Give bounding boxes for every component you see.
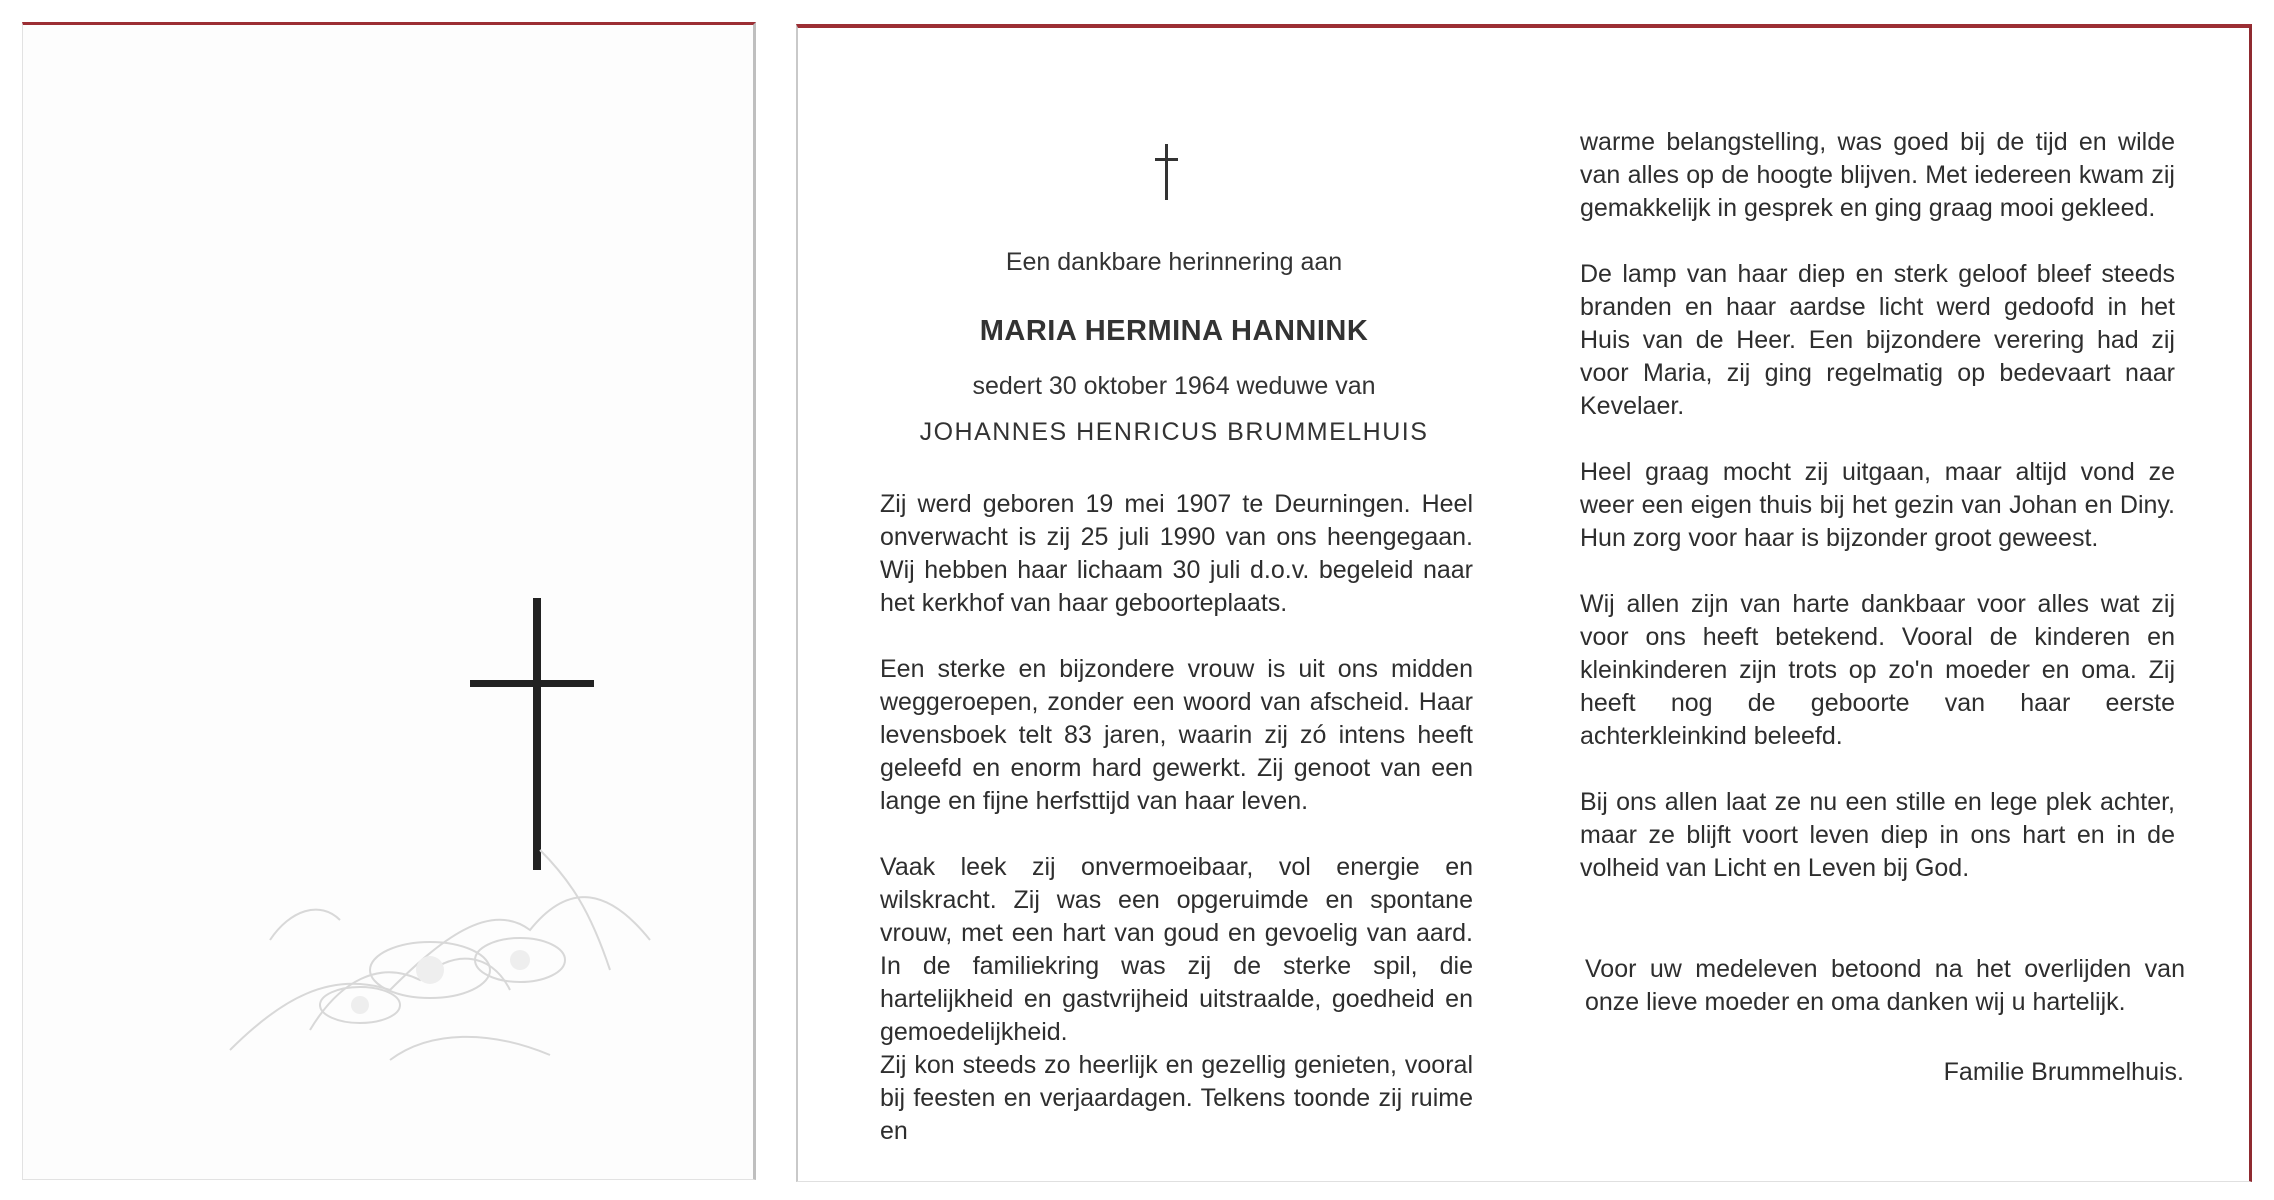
paragraph: Een sterke en bijzondere vrouw is uit ons midden weggeroepen, zonder een woord van afscheid. Haar levensboek telt 83 jaren, waarin zij zó intens heeft geleefd en enorm hard gewerkt. Zij genoot van een lange en fijne herfsttijd van haar leven. (880, 655, 1473, 815)
paragraph: Heel graag mocht zij uitgaan, maar altijd vond ze weer een eigen thuis bij het gezin van Johan en Diny. Hun zorg voor haar is bijzonder groot geweest. (1580, 458, 2175, 552)
intro-line: Een dankbare herinnering aan (1005, 248, 1343, 276)
paragraph: Bij ons allen laat ze nu een stille en lege plek achter, maar ze blijft voort leven diep in ons hart en in de volheid van Licht en Leven bij God. (1580, 788, 2175, 882)
right-text-column (1580, 126, 2175, 885)
paragraph: Vaak leek zij onvermoeibaar, vol energie en wilskracht. Zij was een opgeruimde en spontane vrouw, met een hart van goud en gevoelig van aard. In de familiekring was zij de sterke spil, die hartelijkheid en gastvrijheid uitstraalde, goedheid en gemoedelijkheid. (880, 853, 1473, 1046)
flowers-illustration (190, 820, 690, 1080)
widow-line: sedert 30 oktober 1964 weduwe van (972, 372, 1376, 400)
paragraph: Wij allen zijn van harte dankbaar voor alles wat zij voor ons heeft betekend. Vooral de kinderen en kleinkinderen zijn trots op zo'n moeder en oma. Zij heeft nog de geboorte van haar eerste achterkleinkind beleefd. (1580, 590, 2175, 750)
husband-name: JOHANNES HENRICUS BRUMMELHUIS (919, 418, 1429, 446)
paragraph: warme belangstelling, was goed bij de tijd en wilde van alles op de hoogte blijven. Met iedereen kwam zij gemakkelijk in gesprek en ging graag mooi gekleed. (1580, 128, 2175, 222)
signature: Familie Brummelhuis. (1943, 1058, 2184, 1086)
closing-text: Voor uw medeleven betoond na het overlijden van onze lieve moeder en oma danken wij u hartelijk. (1585, 955, 2185, 1016)
paragraph: Zij kon steeds zo heerlijk en gezellig genieten, vooral bij feesten en verjaardagen. Telkens toonde zij ruime en (880, 1051, 1473, 1145)
paragraph: De lamp van haar diep en sterk geloof bleef steeds branden en haar aardse licht werd gedoofd in het Huis van de Heer. Een bijzondere verering had zij voor Maria, zij ging regelmatig op bedevaart naar Kevelaer. (1580, 260, 2175, 420)
small-cross-icon (1152, 140, 1182, 202)
paragraph: Zij werd geboren 19 mei 1907 te Deurningen. Heel onverwacht is zij 25 juli 1990 van ons heengegaan. Wij hebben haar lichaam 30 juli d.o.v. begeleid naar het kerkhof van haar geboorteplaats. (880, 490, 1473, 617)
left-text-column (880, 488, 1473, 1148)
deceased-name: MARIA HERMINA HANNINK (979, 315, 1369, 347)
